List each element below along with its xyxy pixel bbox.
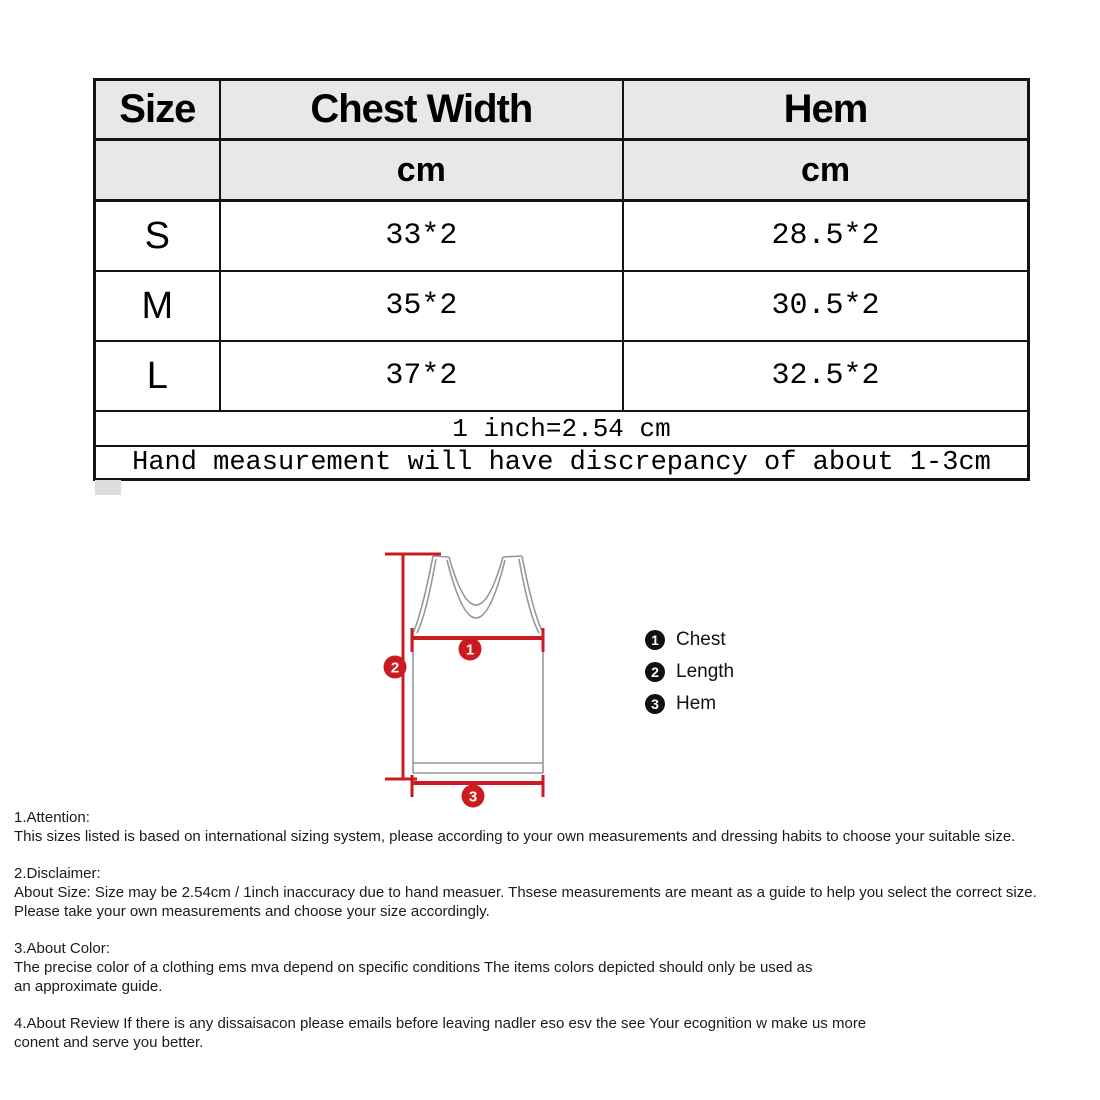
note-about-review [14, 1014, 1089, 1052]
column-header-hem: Hem [623, 80, 1028, 140]
unit-cell-chest: cm [220, 140, 623, 201]
length-marker [384, 656, 407, 679]
tank-top-measurement-diagram [372, 535, 584, 823]
note-line: About Size: Size may be 2.54cm / 1inch inaccuracy due to hand measuer. Thsese measurements are meant as a guide to help you select the correct size. [14, 884, 1037, 901]
hem-marker-number: 3 [468, 788, 478, 806]
note-title: 3.About Color: [14, 940, 110, 957]
legend-label: Chest [676, 628, 726, 650]
circled-number-icon: 1 [645, 630, 665, 650]
note-line: This sizes listed is based on international sizing system, please according to your own measurements and dressing habits to choose your suitable size. [14, 828, 1016, 845]
chest-width-cell: 33*2 [220, 201, 623, 272]
note-line: conent and serve you better. [14, 1034, 204, 1051]
table-row [95, 341, 1029, 411]
chest-width-cell: 35*2 [220, 271, 623, 341]
note-attention [14, 808, 1089, 846]
legend-label: Hem [676, 692, 717, 714]
legend-label: Length [676, 660, 735, 682]
measurement-note: Hand measurement will have discrepancy of about 1-3cm [95, 446, 1029, 480]
table-header-row [95, 80, 1029, 140]
chest-width-cell: 37*2 [220, 341, 623, 411]
note-line: Please take your own measurements and choose your size accordingly. [14, 903, 490, 920]
diagram-legend [645, 629, 734, 725]
size-cell: M [95, 271, 220, 341]
measurement-lines [385, 554, 544, 797]
conversion-note: 1 inch=2.54 cm [95, 411, 1029, 446]
note-about-color [14, 939, 1089, 996]
measurement-note-row [95, 446, 1029, 480]
note-title: 1.Attention: [14, 809, 90, 826]
scan-artifact [95, 480, 121, 495]
table-units-row [95, 140, 1029, 201]
hem-cell: 30.5*2 [623, 271, 1028, 341]
circled-number-icon: 3 [645, 694, 665, 714]
table-row [95, 271, 1029, 341]
hem-cell: 28.5*2 [623, 201, 1028, 272]
legend-item-length [645, 661, 734, 682]
size-chart-table [93, 78, 1030, 481]
size-cell: L [95, 341, 220, 411]
size-cell: S [95, 201, 220, 272]
note-title: 2.Disclaimer: [14, 865, 101, 882]
chest-marker [459, 638, 482, 661]
note-line: an approximate guide. [14, 978, 163, 995]
circled-number-icon: 2 [645, 662, 665, 682]
unit-cell-empty [95, 140, 220, 201]
chest-marker-number: 1 [465, 641, 475, 659]
note-disclaimer [14, 864, 1089, 921]
notes-section [14, 808, 1089, 1070]
length-marker-number: 2 [390, 659, 400, 677]
table-row [95, 201, 1029, 272]
legend-item-chest [645, 629, 734, 650]
note-line: The precise color of a clothing ems mva depend on specific conditions The items colors depicted should only be used as [14, 959, 813, 976]
conversion-note-row [95, 411, 1029, 446]
column-header-chest-width: Chest Width [220, 80, 623, 140]
hem-marker [462, 785, 485, 808]
legend-item-hem [645, 693, 734, 714]
note-line: 4.About Review If there is any dissaisacon please emails before leaving nadler eso esv the see Your ecognition w make us more [14, 1015, 867, 1032]
column-header-size: Size [95, 80, 220, 140]
unit-cell-hem: cm [623, 140, 1028, 201]
hem-cell: 32.5*2 [623, 341, 1028, 411]
tank-top-outline [413, 556, 543, 773]
